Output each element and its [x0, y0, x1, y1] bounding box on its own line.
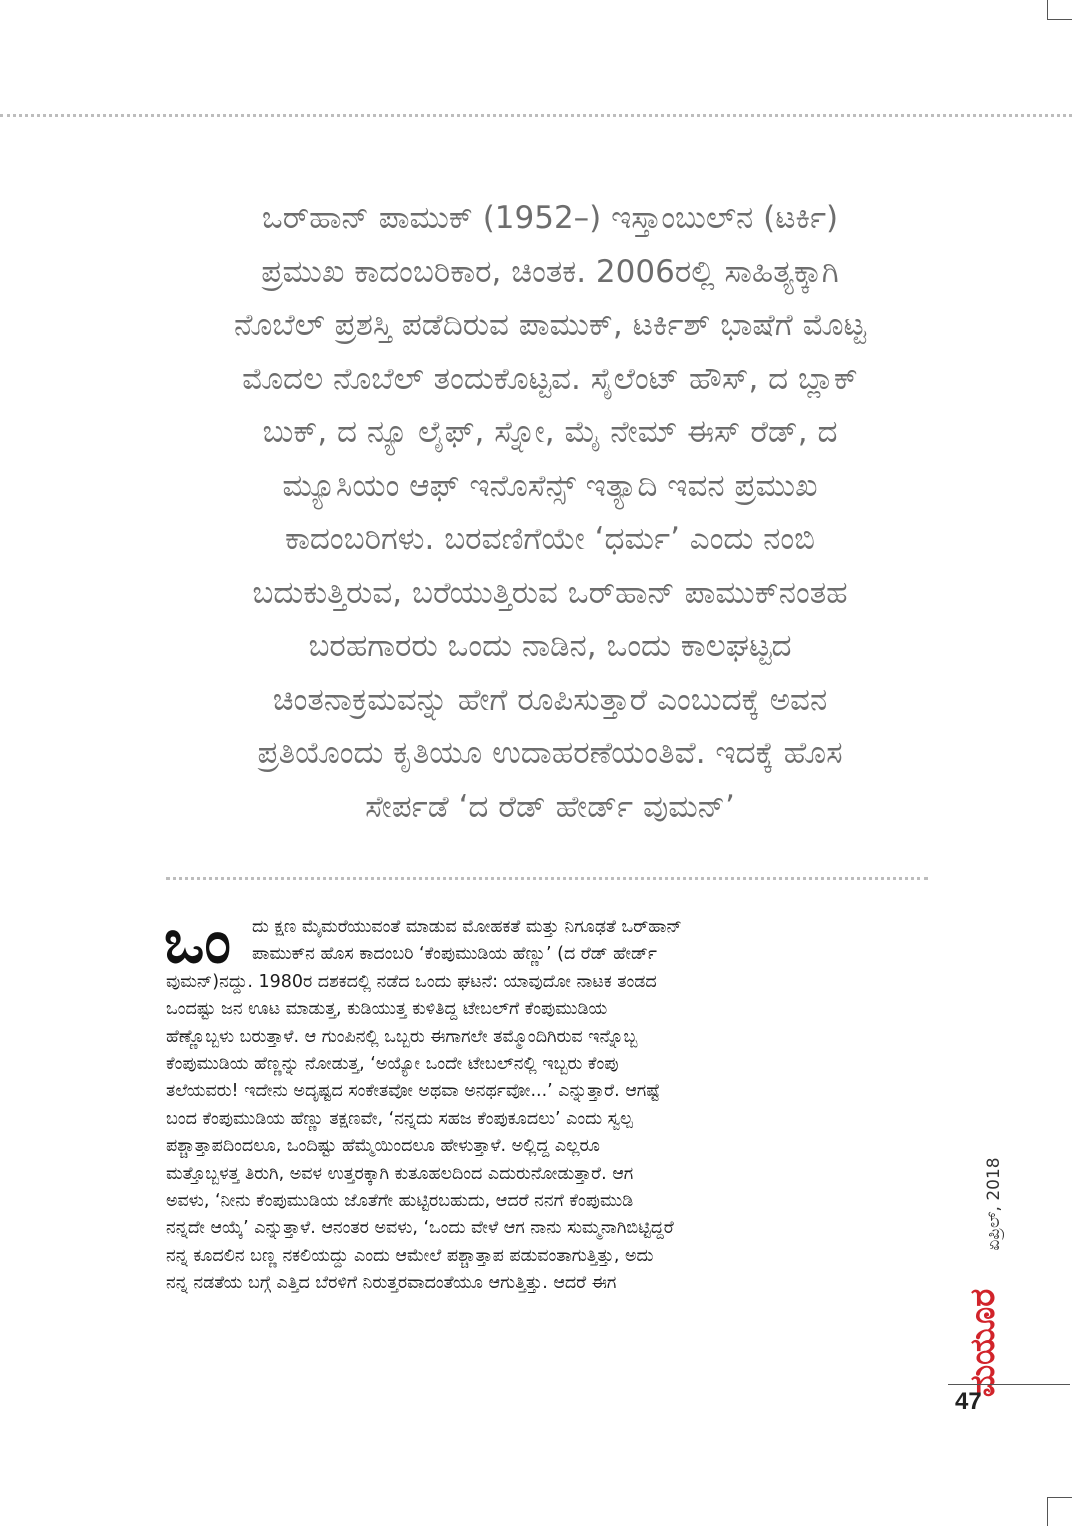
article-line: ಒಂದಷ್ಟು ಜನ ಊಟ ಮಾಡುತ್ತ, ಕುಡಿಯುತ್ತ ಕುಳಿತಿದ್ದ ಟೇಬಲ್‌ಗೆ ಕೆಂಪುಮುಡಿಯ [166, 999, 608, 1020]
pull-quote-line: ಬದುಕುತ್ತಿರುವ, ಬರೆಯುತ್ತಿರುವ ಒರ್‌ಹಾನ್ ಪಾಮುಕ್‌ನಂತಹ [252, 574, 848, 611]
pull-quote-line: ಚಿಂತನಾಕ್ರಮವನ್ನು ಹೇಗೆ ರೂಪಿಸುತ್ತಾರೆ ಎಂಬುದಕ್ಕೆ ಅವನ [272, 681, 828, 718]
pull-quote-line: ಬುಕ್, ದ ನ್ಯೂ ಲೈಫ್, ಸ್ನೋ, ಮೈ ನೇಮ್ ಈಸ್ ರೆಡ್, ದ [262, 414, 838, 450]
article-line: ಹೆಣ್ಣೊಬ್ಬಳು ಬರುತ್ತಾಳೆ. ಆ ಗುಂಪಿನಲ್ಲಿ ಒಬ್ಬರು ಈಗಾಗಲೇ ತಮ್ಮೊಂದಿಗಿರುವ ಇನ್ನೊಬ್ಬ [166, 1026, 638, 1047]
article-line: ನನ್ನ ಕೂದಲಿನ ಬಣ್ಣ ನಕಲಿಯದ್ದು ಎಂದು ಆಮೇಲೆ ಪಶ್ಚಾತ್ತಾಪ ಪಡುವಂತಾಗುತ್ತಿತ್ತು, ಅದು [166, 1245, 654, 1266]
page-number: 47 [955, 1388, 982, 1415]
pull-quote-line: ಬರಹಗಾರರು ಒಂದು ನಾಡಿನ, ಒಂದು ಕಾಲಘಟ್ಟದ [308, 628, 792, 664]
article-line: ನನ್ನದೇ ಆಯ್ಕೆ’ ಎನ್ನುತ್ತಾಳೆ. ಆನಂತರ ಅವಳು, ‘ಒಂದು ವೇಳೆ ಆಗ ನಾನು ಸುಮ್ಮನಾಗಿಬಿಟ್ಟಿದ್ದರೆ [166, 1218, 674, 1239]
article-body [166, 914, 936, 1298]
dotted-divider-top [0, 114, 1072, 117]
folio-rule [948, 1384, 1070, 1385]
pull-quote-line: ಪ್ರಮುಖ ಕಾದಂಬರಿಕಾರ, ಚಿಂತಕ. 2006ರಲ್ಲಿ ಸಾಹಿತ್ಯಕ್ಕಾಗಿ [261, 253, 839, 290]
pull-quote-line: ನೊಬೆಲ್ ಪ್ರಶಸ್ತಿ ಪಡೆದಿರುವ ಪಾಮುಕ್, ಟರ್ಕಿಶ್ ಭಾಷೆಗೆ ಮೊಟ್ಟ [234, 307, 866, 343]
article-line: ನನ್ನ ನಡತೆಯ ಬಗ್ಗೆ ಎತ್ತಿದ ಬೆರಳಿಗೆ ನಿರುತ್ತರವಾದಂತೆಯೂ ಆಗುತ್ತಿತ್ತು. ಆದರೆ ಈಗ [166, 1273, 617, 1294]
article-line: ತಲೆಯವರು! ಇದೇನು ಅದೃಷ್ಟದ ಸಂಕೇತವೋ ಅಥವಾ ಅನರ್ಥವೋ...’ ಎನ್ನುತ್ತಾರೆ. ಆಗಷ್ಟೆ [166, 1081, 661, 1102]
article-line: ದು ಕ್ಷಣ ಮೈಮರೆಯುವಂತೆ ಮಾಡುವ ಮೋಹಕತೆ ಮತ್ತು ನಿಗೂಢತೆ ಒರ್‌ಹಾನ್ [252, 917, 682, 937]
magazine-logo: ಮಯೂರ [963, 1288, 1003, 1398]
article-line: ಬಂದ ಕೆಂಪುಮುಡಿಯ ಹೆಣ್ಣು ತಕ್ಷಣವೇ, ‘ನನ್ನದು ಸಹಜ ಕೆಂಪುಕೂದಲು’ ಎಂದು ಸ್ವಲ್ಪ [166, 1108, 633, 1129]
article-line: ಪಶ್ಚಾತ್ತಾಪದಿಂದಲೂ, ಒಂದಿಷ್ಟು ಹೆಮ್ಮೆಯಿಂದಲೂ ಹೇಳುತ್ತಾಳೆ. ಅಲ್ಲಿದ್ದ ಎಲ್ಲರೂ [166, 1136, 600, 1157]
page-sidebar [948, 1100, 1028, 1398]
drop-cap: ಒಂ [164, 907, 231, 977]
crop-mark-bottom-right [1047, 1497, 1072, 1526]
pull-quote-line: ಕಾದಂಬರಿಗಳು. ಬರವಣಿಗೆಯೇ ‘ಧರ್ಮ’ ಎಂದು ನಂಬಿ [285, 521, 815, 557]
article-line: ಅವಳು, ‘ನೀನು ಕೆಂಪುಮುಡಿಯ ಜೊತೆಗೇ ಹುಟ್ಟಿರಬಹುದು, ಆದರೆ ನನಗೆ ಕೆಂಪುಮುಡಿ [166, 1191, 634, 1212]
article-line: ಮತ್ತೊಬ್ಬಳತ್ತ ತಿರುಗಿ, ಅವಳ ಉತ್ತರಕ್ಕಾಗಿ ಕುತೂಹಲದಿಂದ ಎದುರುನೋಡುತ್ತಾರೆ. ಆಗ [166, 1163, 634, 1184]
article-line: ಕೆಂಪುಮುಡಿಯ ಹೆಣ್ಣನ್ನು ನೋಡುತ್ತ, ‘ಅಯ್ಯೋ ಒಂದೇ ಟೇಬಲ್‌ನಲ್ಲಿ ಇಬ್ಬರು ಕೆಂಪು [166, 1054, 619, 1075]
pull-quote-line: ಒರ್‌ಹಾನ್ ಪಾಮುಕ್ (1952–) ಇಸ್ತಾಂಬುಲ್‌ನ (ಟರ್ಕಿ) [261, 200, 839, 236]
pull-quote-line: ಮೊದಲ ನೊಬೆಲ್ ತಂದುಕೊಟ್ಟವ. ಸೈಲೆಂಟ್ ಹೌಸ್, ದ ಬ್ಲಾಕ್ [242, 360, 858, 397]
pull-quote-line: ಸೇರ್ಪಡೆ ‘ದ ರೆಡ್ ಹೇರ್ಡ್ ವುಮನ್’ [365, 788, 735, 825]
article-line: ವುಮನ್)ನದ್ದು. 1980ರ ದಶಕದಲ್ಲಿ ನಡೆದ ಒಂದು ಘಟನೆ: ಯಾವುದೋ ನಾಟಕ ತಂಡದ [166, 971, 657, 992]
crop-mark-top-right [1047, 0, 1072, 20]
pull-quote-line: ಪ್ರತಿಯೊಂದು ಕೃತಿಯೂ ಉದಾಹರಣೆಯಂತಿವೆ. ಇದಕ್ಕೆ ಹೊಸ [257, 735, 843, 771]
pull-quote [150, 192, 950, 834]
article-line: ಪಾಮುಕ್‌ನ ಹೊಸ ಕಾದಂಬರಿ ‘ಕೆಂಪುಮುಡಿಯ ಹೆಣ್ಣು’ (ದ ರೆಡ್ ಹೇರ್ಡ್ [252, 944, 657, 965]
dotted-divider-middle [166, 877, 928, 880]
issue-date: ಏಪ್ರಿಲ್, 2018 [984, 1157, 1004, 1251]
pull-quote-line: ಮ್ಯೂಸಿಯಂ ಆಫ್ ಇನೊಸೆನ್ಸ್ ಇತ್ಯಾದಿ ಇವನ ಪ್ರಮುಖ [282, 467, 818, 504]
